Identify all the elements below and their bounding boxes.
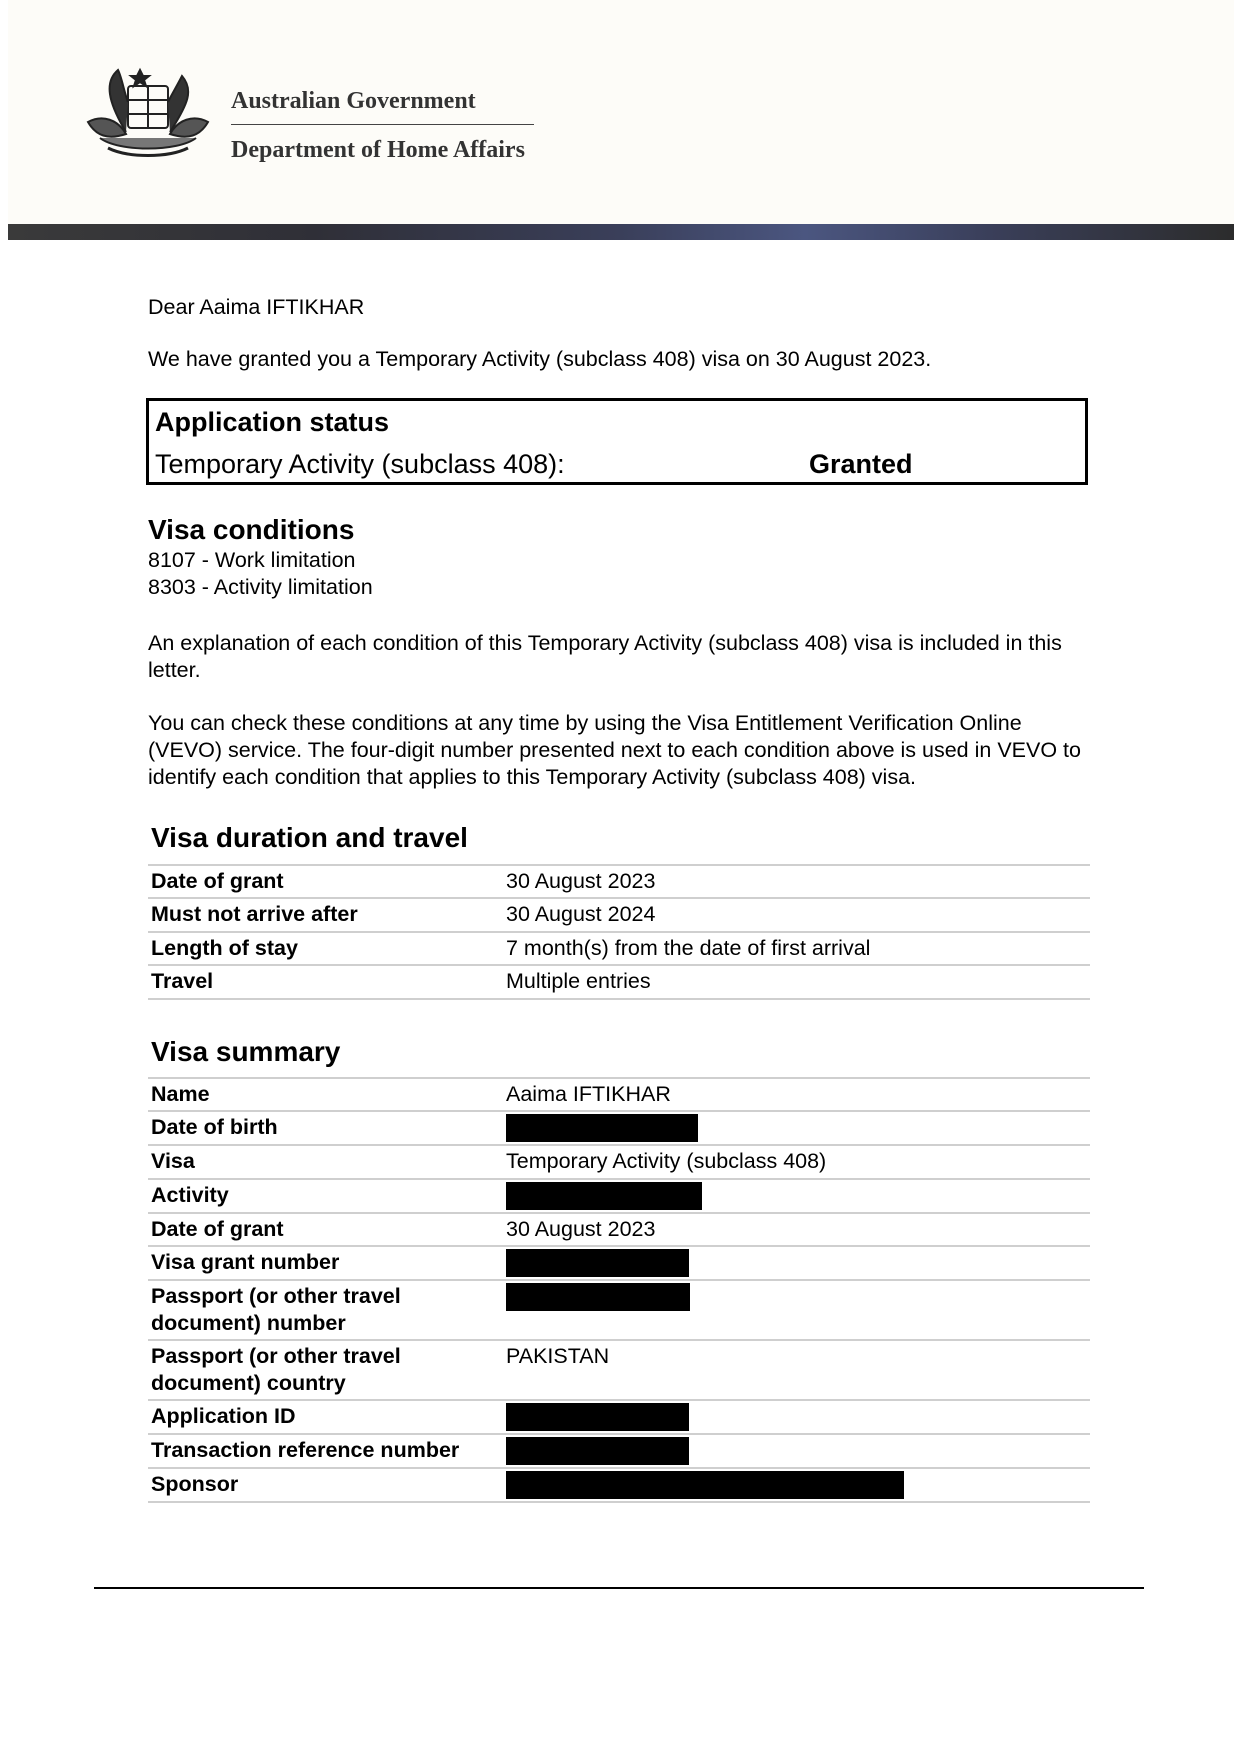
row-label: Date of birth — [151, 1115, 278, 1139]
greeting: Dear Aaima IFTIKHAR — [148, 295, 365, 319]
row-label: Date of grant — [151, 1216, 284, 1241]
row-value: 7 month(s) from the date of first arrival — [506, 935, 871, 960]
row-value: Temporary Activity (subclass 408) — [506, 1149, 827, 1173]
table-row — [148, 1077, 1090, 1112]
application-status-value: Granted — [809, 449, 913, 479]
letterhead-divider — [231, 124, 534, 125]
row-label: Length of stay — [151, 935, 298, 960]
row-label: Passport (or other travel document) country — [151, 1344, 401, 1395]
table-row — [148, 1401, 1090, 1435]
condition-item: 8303 - Activity limitation — [148, 575, 373, 599]
row-value: 30 August 2024 — [506, 902, 656, 926]
table-row — [148, 1435, 1090, 1469]
row-label: Date of grant — [151, 869, 284, 893]
letterhead-bar — [8, 224, 1234, 240]
conditions-explanation: An explanation of each condition of this Temporary Activity (subclass 408) visa is included in this letter. — [148, 631, 1062, 682]
table-row — [148, 864, 1090, 899]
row-value: 30 August 2023 — [506, 1216, 656, 1241]
grant-statement: We have granted you a Temporary Activity (subclass 408) visa on 30 August 2023. — [148, 347, 932, 371]
visa-summary-heading: Visa summary — [151, 1036, 341, 1067]
table-row — [148, 1214, 1090, 1248]
visa-duration-heading: Visa duration and travel — [151, 822, 468, 853]
government-name: Australian Government — [231, 88, 476, 114]
visa-summary-table — [148, 1077, 1090, 1503]
row-label: Visa — [151, 1149, 195, 1173]
table-row — [148, 1146, 1090, 1180]
row-label: Application ID — [151, 1404, 296, 1428]
row-label: Sponsor — [151, 1472, 239, 1496]
application-status-title: Application status — [155, 407, 390, 437]
redaction-block — [506, 1114, 698, 1142]
department-name: Department of Home Affairs — [231, 137, 525, 163]
row-label: Passport (or other travel document) number — [151, 1284, 401, 1335]
redaction-block — [506, 1283, 690, 1311]
table-row — [148, 933, 1090, 967]
table-row — [148, 1281, 1090, 1341]
redaction-block — [506, 1249, 689, 1277]
table-row — [148, 1112, 1090, 1146]
vevo-explanation: You can check these conditions at any time by using the Visa Entitlement Verification Online (VEVO) service. The four-digit number presented next to each condition above is used in VEVO to identify each condition that applies to this Temporary Activity (subclass 408) visa. — [148, 711, 1081, 789]
condition-item: 8107 - Work limitation — [148, 548, 356, 572]
commonwealth-coat-of-arms-icon — [78, 62, 218, 166]
row-label: Must not arrive after — [151, 902, 358, 926]
visa-conditions-heading: Visa conditions — [148, 514, 355, 545]
row-label: Travel — [151, 969, 214, 993]
visa-duration-table — [148, 864, 1090, 1000]
row-value: PAKISTAN — [506, 1344, 610, 1368]
visa-conditions-list — [148, 547, 373, 601]
table-row — [148, 1180, 1090, 1214]
row-value: Multiple entries — [506, 969, 651, 993]
footer-divider — [94, 1587, 1144, 1589]
redaction-block — [506, 1403, 689, 1431]
row-value: 30 August 2023 — [506, 869, 656, 893]
row-value: Aaima IFTIKHAR — [506, 1082, 671, 1106]
redaction-block — [506, 1471, 904, 1499]
application-status-box — [146, 398, 1088, 485]
redaction-block — [506, 1437, 689, 1465]
redaction-block — [506, 1182, 702, 1210]
table-row — [148, 966, 1090, 1000]
table-row — [148, 899, 1090, 933]
application-status-visa: Temporary Activity (subclass 408): — [155, 449, 565, 479]
table-row — [148, 1469, 1090, 1503]
row-label: Transaction reference number — [151, 1438, 460, 1462]
row-label: Activity — [151, 1182, 229, 1207]
table-row — [148, 1341, 1090, 1401]
row-label: Visa grant number — [151, 1250, 340, 1274]
table-row — [148, 1247, 1090, 1281]
row-label: Name — [151, 1082, 210, 1106]
